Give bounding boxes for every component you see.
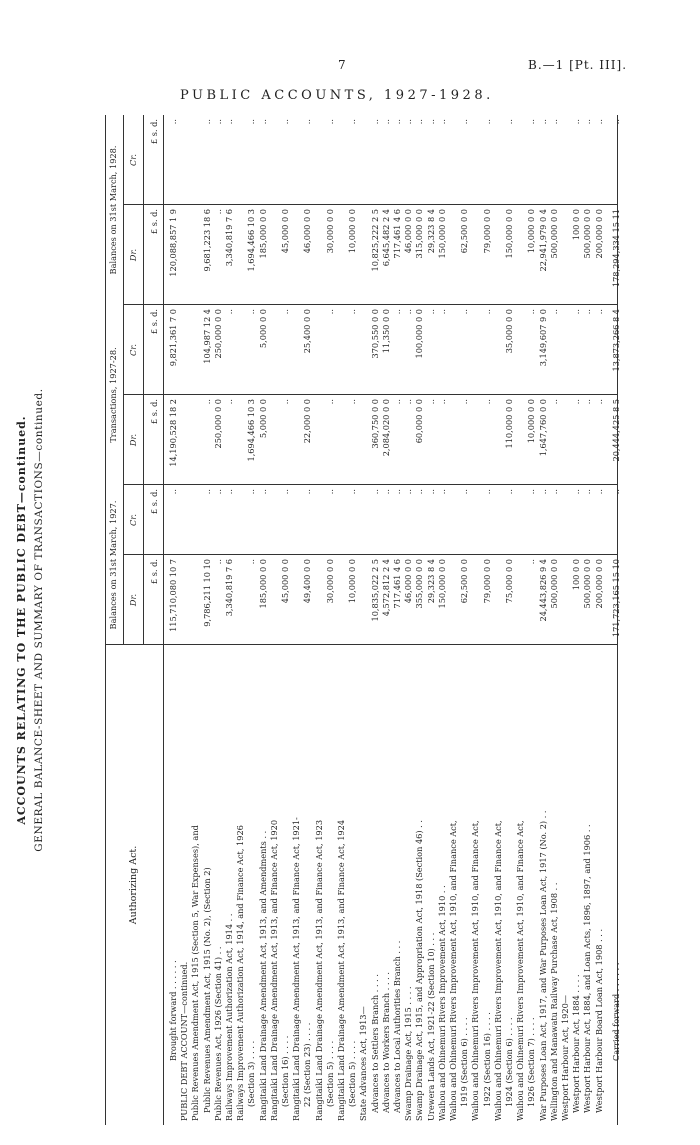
table-cell-dr1: 10,835,022 2 5 — [369, 559, 380, 622]
table-cell-tcr: .. — [593, 309, 604, 315]
table-cell-dr1: .. — [526, 559, 537, 565]
table-cell-tdr: 5,000 0 0 — [257, 399, 268, 439]
table-cell-dr2: 315,000 0 0 — [414, 209, 425, 259]
table-cell-dr1: 150,000 0 0 — [436, 559, 447, 609]
table-cell-tcr: .. — [481, 309, 492, 315]
table-cell-dr2: 30,000 0 0 — [324, 209, 335, 254]
table-cell-tdr: 110,000 0 0 — [504, 399, 514, 449]
table-cell-tcr: .. — [459, 309, 470, 315]
table-cell-cr1: .. — [302, 489, 313, 495]
table-row-act: (Section 3) . . . . — [246, 1040, 257, 1107]
table-cell-cr1: .. — [369, 489, 380, 495]
table-row-act: War Purposes Loan Act, 1917, and War Purposes Loan Act, 1917 (No. 2) . . — [537, 810, 548, 1121]
table-cell-dr2: 500,000 0 0 — [582, 209, 593, 259]
table-cell-cr1: .. — [571, 489, 582, 495]
table-cell-cr2: .. — [425, 119, 436, 125]
table-cell-tdr: .. — [280, 399, 290, 405]
table-cell-dr2: 717,461 4 6 — [392, 209, 402, 259]
table-cell-cr1: .. — [459, 489, 470, 495]
table-cell-cr2: .. — [257, 119, 268, 125]
table-cell-tcr: .. — [425, 309, 436, 315]
dr-header: Dr. — [128, 433, 138, 447]
table-cell-cr1: .. — [504, 489, 514, 495]
table-row-act: Public Revenues Amendment Act, 1915 (No. 2), (Section 2) — [201, 867, 212, 1113]
table-row-act: Waihou and Ohinemuri Rivers Improvement Act, 1910 . . — [436, 885, 447, 1121]
table-row-act: Westport Harbour Act, 1884 . . . . — [571, 974, 582, 1113]
table-row-act: Wellington and Manawatu Railway Purchase Act, 1908 . . — [548, 882, 559, 1121]
table-row-act: Rangitaiki Land Drainage Amendment Act, 1913, and Finance Act, 1921- — [291, 817, 302, 1121]
table-row-act: Railways Improvement Authorization Act, 1914 . . — [224, 913, 234, 1121]
table-cell-dr1: 62,500 0 0 — [459, 559, 470, 604]
table-cell-cr1: .. — [403, 489, 414, 495]
table-cell-cr2: .. — [392, 119, 402, 125]
table-row-act: Rangitaiki Land Drainage Amendment Act, 1913, and Finance Act, 1923 — [313, 819, 324, 1121]
table-cell-dr1: .. — [246, 559, 257, 565]
balance-sheet-table — [15, 115, 625, 1125]
table-row-act: State Advances Act, 1913— — [358, 1006, 369, 1121]
table-cell-dr2: 10,825,222 2 5 — [369, 209, 380, 272]
table-cell-tdr: 360,750 0 0 — [369, 399, 380, 449]
rule-top — [105, 115, 106, 1125]
table-cell-cr1: .. — [324, 489, 335, 495]
table-cell-dr1: 29,323 8 4 — [425, 559, 436, 604]
table-cell-dr1: 49,400 0 0 — [302, 559, 313, 604]
table-cell-dr1: 171,723,165 15 10 — [610, 559, 621, 638]
table-row-act: Rangitaiki Land Drainage Amendment Act, 1913, and Finance Act, 1924 — [336, 819, 346, 1121]
table-row-act: PUBLIC DEBT ACCOUNT—continued. — [179, 961, 190, 1121]
table-cell-tcr: .. — [526, 309, 537, 315]
table-cell-tdr: 250,000 0 0 — [212, 399, 223, 449]
table-cell-dr2: 45,000 0 0 — [280, 209, 290, 254]
table-cell-dr1: 79,000 0 0 — [481, 559, 492, 604]
table-cell-dr1: 46,000 0 0 — [403, 559, 414, 604]
table-row-act: (Section 5) . . . . — [324, 1040, 335, 1107]
table-cell-cr2: .. — [280, 119, 290, 125]
table-row-act: Brought forward . . . . . . — [168, 960, 178, 1061]
table-row-act: Westport Harbour Act, 1920— — [560, 995, 570, 1121]
table-cell-dr2: 6,645,482 2 4 — [380, 209, 391, 267]
table-row-act: (Section 5) . . . . — [347, 1040, 358, 1107]
table-cell-tcr: .. — [403, 309, 414, 315]
table-cell-dr1: 200,000 0 0 — [593, 559, 604, 609]
table-row-act: Swamp Drainage Act, 1915 . . . . — [403, 986, 414, 1121]
table-cell-tdr: .. — [324, 399, 335, 405]
table-row-act: Railways Improvement Authorization Act, 1914, and Finance Act, 1926 — [235, 825, 246, 1121]
table-cell-tcr: .. — [224, 309, 234, 315]
table-cell-dr2: 120,088,857 1 9 — [168, 209, 178, 277]
table-cell-dr2: 9,681,223 18 6 — [201, 209, 212, 272]
table-cell-cr2: .. — [369, 119, 380, 125]
table-cell-dr1: 100 0 0 — [571, 559, 582, 591]
table-cell-cr1: .. — [168, 489, 178, 495]
table-row-act: Public Revenues Amendment Act, 1915 (Section 5, War Expenses), and — [190, 825, 201, 1121]
table-cell-tcr: 35,000 0 0 — [504, 309, 514, 354]
rule-subgroup — [143, 115, 144, 645]
table-cell-tcr: .. — [582, 309, 593, 315]
table-cell-tcr: 3,149,607 9 0 — [537, 309, 548, 367]
table-cell-cr2: .. — [481, 119, 492, 125]
table-cell-tcr: .. — [246, 309, 257, 315]
table-cell-cr2: .. — [414, 119, 425, 125]
table-cell-cr2: .. — [571, 119, 582, 125]
table-row-act: Carried forward . . . . . . — [610, 962, 621, 1061]
table-cell-dr1: 500,000 0 0 — [548, 559, 559, 609]
table-cell-dr2: 46,000 0 0 — [403, 209, 414, 254]
table-cell-tdr: 14,190,528 18 2 — [168, 399, 178, 467]
table-row-act: 1926 (Section 7) . . . . — [526, 1017, 537, 1107]
cr-header: Cr. — [128, 514, 138, 526]
table-row-act: Waihou and Ohinemuri Rivers Improvement Act, 1910, and Finance Act, — [470, 820, 481, 1121]
table-cell-dr1: 75,000 0 0 — [504, 559, 514, 604]
table-cell-tdr: 20,444,425 8 5 — [610, 399, 621, 462]
table-cell-dr2: 1,694,466 10 3 — [246, 209, 257, 272]
table-cell-tcr: .. — [436, 309, 447, 315]
units-header: £ s. d. — [149, 119, 159, 145]
table-cell-dr2: 150,000 0 0 — [504, 209, 514, 259]
table-row-act: Swamp Drainage Act, 1915, and Appropriation Act, 1918 (Section 46) . . — [414, 820, 425, 1121]
table-cell-dr2: 79,000 0 0 — [481, 209, 492, 254]
table-cell-dr2: 29,323 8 4 — [425, 209, 436, 254]
table-cell-cr1: .. — [481, 489, 492, 495]
table-cell-tcr: 100,000 0 0 — [414, 309, 425, 359]
table-row-act: (Section 16) . . . . — [280, 1035, 290, 1107]
table-cell-cr1: .. — [436, 489, 447, 495]
table-row-act: 1924 (Section 6) . . . . — [504, 1017, 514, 1107]
table-cell-dr1: 717,461 4 6 — [392, 559, 402, 609]
table-cell-dr2: 150,000 0 0 — [436, 209, 447, 259]
table-cell-cr2: .. — [459, 119, 470, 125]
table-cell-dr2: 178,294,334 15 11 — [610, 209, 621, 288]
page-number: 7 — [338, 58, 347, 72]
table-row-act: Advances to Workers Branch . . . . — [380, 972, 391, 1113]
table-cell-cr1: .. — [380, 489, 391, 495]
table-cell-dr1: .. — [212, 559, 223, 565]
table-cell-tdr: .. — [593, 399, 604, 405]
table-cell-dr2: 185,000 0 0 — [257, 209, 268, 259]
table-cell-tdr: .. — [571, 399, 582, 405]
table-cell-tdr: .. — [481, 399, 492, 405]
rule-group — [123, 115, 124, 645]
table-cell-dr1: 4,572,812 2 4 — [380, 559, 391, 617]
table-row-act: Waihou and Ohinemuri Rivers Improvement Act, 1910, and Finance Act, — [448, 820, 458, 1121]
table-cell-cr2: .. — [201, 119, 212, 125]
table-cell-cr1: .. — [224, 489, 234, 495]
table-cell-dr2: 46,000 0 0 — [302, 209, 313, 254]
table-cell-tdr: 10,000 0 0 — [526, 399, 537, 444]
table-cell-tdr: .. — [548, 399, 559, 405]
table-cell-tdr: .. — [436, 399, 447, 405]
table-cell-tcr: .. — [347, 309, 358, 315]
dr-header: Dr. — [128, 593, 138, 607]
table-cell-cr2: .. — [347, 119, 358, 125]
table-cell-dr1: 10,000 0 0 — [347, 559, 358, 604]
table-cell-cr1: .. — [610, 489, 621, 495]
table-cell-dr2: 62,500 0 0 — [459, 209, 470, 254]
table-cell-dr1: 9,786,211 10 10 — [201, 559, 212, 627]
table-cell-cr2: .. — [526, 119, 537, 125]
table-cell-tdr: 1,694,466 10 3 — [246, 399, 257, 462]
table-row-act: Westport Harbour Board Loan Act, 1908 . . . — [593, 928, 604, 1113]
table-cell-tdr: 22,000 0 0 — [302, 399, 313, 444]
table-cell-cr1: .. — [593, 489, 604, 495]
table-row-act: Advances to Local Authorities Branch . . . — [392, 940, 402, 1113]
table-cell-dr1: 185,000 0 0 — [257, 559, 268, 609]
table-row-act: 1919 (Section 6) . . . . — [459, 1017, 470, 1107]
table-row-act: Public Revenues Act, 1926 (Section 41) . . — [212, 946, 223, 1121]
table-cell-cr1: .. — [212, 489, 223, 495]
table-cell-tcr: .. — [280, 309, 290, 315]
cr-header: Cr. — [128, 344, 138, 356]
table-cell-cr2: .. — [593, 119, 604, 125]
table-cell-dr1: 24,443,826 9 4 — [537, 559, 548, 622]
table-cell-cr2: .. — [403, 119, 414, 125]
group-header-transactions: Transactions, 1927-28. — [108, 347, 118, 443]
table-cell-tcr: 370,550 0 0 — [369, 309, 380, 359]
document-reference: B.—1 [Pt. III]. — [528, 58, 628, 72]
table-cell-tcr: 250,000 0 0 — [212, 309, 223, 359]
units-header: £ s. d. — [149, 489, 159, 515]
table-cell-cr1: .. — [280, 489, 290, 495]
table-cell-dr2: 200,000 0 0 — [593, 209, 604, 259]
table-heading: ACCOUNTS RELATING TO THE PUBLIC DEBT—continued. — [15, 415, 28, 825]
table-row-act: 22 (Section 23) . . . . — [302, 1022, 313, 1107]
table-row-act: Rangitaiki Land Drainage Amendment Act, 1913, and Finance Act, 1920 — [268, 819, 279, 1121]
table-cell-tdr: .. — [224, 399, 234, 405]
table-cell-tdr: .. — [347, 399, 358, 405]
units-header: £ s. d. — [149, 309, 159, 335]
table-cell-dr1: 115,710,080 10 7 — [168, 559, 178, 632]
table-row-act: Advances to Settlers Branch . . . . — [369, 974, 380, 1113]
table-cell-tcr: 9,821,361 7 0 — [168, 309, 178, 367]
table-cell-tcr: 13,873,266 8 4 — [610, 309, 621, 372]
table-cell-dr2: 22,941,979 0 4 — [537, 209, 548, 272]
table-cell-cr2: .. — [504, 119, 514, 125]
dr-header: Dr. — [128, 248, 138, 262]
table-row-act: Westport Harbour Act, 1884, and Loan Acts, 1896, 1897, and 1906 . . — [582, 824, 593, 1113]
table-cell-dr2: 10,000 0 0 — [347, 209, 358, 254]
table-cell-cr1: .. — [257, 489, 268, 495]
table-row-act: Urewera Lands Act, 1921-22 (Section 10) . . . — [425, 932, 436, 1121]
table-cell-tcr: .. — [324, 309, 335, 315]
cr-header: Cr. — [128, 154, 138, 166]
table-cell-cr2: .. — [537, 119, 548, 125]
table-cell-cr2: .. — [246, 119, 257, 125]
table-cell-cr1: .. — [201, 489, 212, 495]
table-cell-tdr: 2,084,020 0 0 — [380, 399, 391, 457]
table-row-act: Waihou and Ohinemuri Rivers Improvement Act, 1910, and Finance Act, — [515, 820, 526, 1121]
table-row-act: 1922 (Section 16) . . . . — [481, 1012, 492, 1107]
table-cell-cr2: .. — [324, 119, 335, 125]
units-header: £ s. d. — [149, 209, 159, 235]
units-header: £ s. d. — [149, 559, 159, 585]
table-cell-cr1: .. — [537, 489, 548, 495]
table-cell-dr2: 500,000 0 0 — [548, 209, 559, 259]
table-cell-dr1: 355,000 0 0 — [414, 559, 425, 609]
table-cell-cr1: .. — [246, 489, 257, 495]
table-cell-tcr: .. — [571, 309, 582, 315]
table-cell-cr1: .. — [582, 489, 593, 495]
table-cell-cr2: .. — [302, 119, 313, 125]
table-cell-tcr: .. — [392, 309, 402, 315]
table-cell-dr2: .. — [212, 209, 223, 215]
table-cell-dr2: 3,340,819 7 6 — [224, 209, 234, 267]
table-cell-dr1: 30,000 0 0 — [324, 559, 335, 604]
table-cell-dr2: 100 0 0 — [571, 209, 582, 241]
table-cell-cr2: .. — [610, 119, 621, 125]
table-cell-tcr: 104,987 12 4 — [201, 309, 212, 364]
table-cell-dr2: 10,000 0 0 — [526, 209, 537, 254]
table-cell-cr1: .. — [526, 489, 537, 495]
table-cell-cr2: .. — [212, 119, 223, 125]
table-cell-tdr: .. — [201, 399, 212, 405]
table-cell-tcr: .. — [548, 309, 559, 315]
group-header-close: Balances on 31st March, 1928. — [108, 145, 118, 275]
table-cell-dr1: 3,340,819 7 6 — [224, 559, 234, 617]
rule-header — [163, 115, 164, 1125]
table-cell-tcr: 11,350 0 0 — [380, 309, 391, 354]
page-title: PUBLIC ACCOUNTS, 1927-1928. — [180, 88, 494, 103]
table-cell-cr1: .. — [548, 489, 559, 495]
table-cell-cr1: .. — [347, 489, 358, 495]
table-cell-cr1: .. — [414, 489, 425, 495]
column-header-act: Authorizing Act. — [128, 845, 139, 925]
table-cell-tdr: .. — [392, 399, 402, 405]
table-cell-tdr: .. — [403, 399, 414, 405]
table-cell-dr1: 45,000 0 0 — [280, 559, 290, 604]
table-cell-tdr: 1,647,760 0 0 — [537, 399, 548, 457]
table-cell-tdr: .. — [582, 399, 593, 405]
table-cell-cr1: .. — [425, 489, 436, 495]
table-cell-cr2: .. — [224, 119, 234, 125]
table-cell-tcr: 25,400 0 0 — [302, 309, 313, 354]
table-subheading: GENERAL BALANCE-SHEET AND SUMMARY OF TRANSACTIONS—continued. — [33, 388, 45, 852]
group-header-open: Balances on 31st March, 1927. — [108, 500, 118, 630]
table-cell-cr2: .. — [380, 119, 391, 125]
table-cell-tcr: 5,000 0 0 — [257, 309, 268, 349]
table-cell-dr1: 500,000 0 0 — [582, 559, 593, 609]
table-cell-tdr: .. — [459, 399, 470, 405]
table-cell-tdr: .. — [425, 399, 436, 405]
table-cell-tdr: 60,000 0 0 — [414, 399, 425, 444]
table-cell-cr2: .. — [582, 119, 593, 125]
table-cell-cr2: .. — [548, 119, 559, 125]
table-cell-cr2: .. — [436, 119, 447, 125]
table-row-act: Waihou and Ohinemuri Rivers Improvement Act, 1910, and Finance Act, — [492, 820, 503, 1121]
units-header: £ s. d. — [149, 399, 159, 425]
table-cell-cr2: .. — [168, 119, 178, 125]
table-cell-cr1: .. — [392, 489, 402, 495]
table-row-act: Rangitaiki Land Drainage Amendment Act, 1913, and Amendments . . — [257, 830, 268, 1121]
